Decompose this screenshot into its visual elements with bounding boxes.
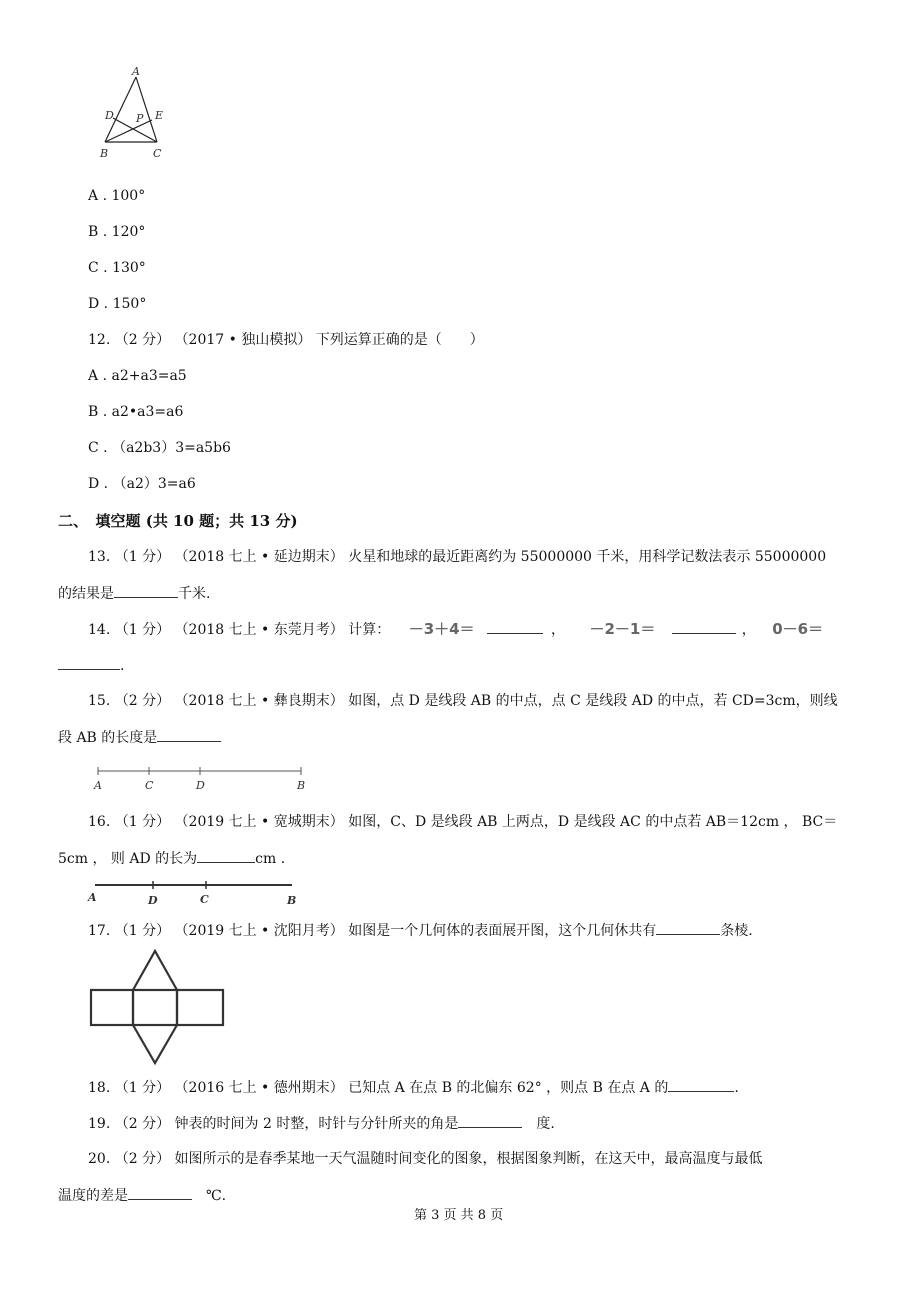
q17-line-1: 17. （1 分） （2019 七上 • 沈阳月考） 如图是一个几何体的表面展开图，这个几何休共有 条棱. (88, 920, 753, 941)
q11-triangle-figure (96, 64, 176, 164)
seg15-label-d: D (196, 779, 205, 792)
seg15-label-b: B (297, 779, 306, 792)
q12-option-d: D . （a2）3=a6 (88, 476, 196, 492)
q14-line-1: 14. （1 分） （2018 七上 • 东莞月考） 计算： －3＋4＝ ， －2－1＝ ， 0－6＝ (88, 620, 824, 638)
q17-net-figure (88, 946, 228, 1070)
q17-answer-blank[interactable] (656, 920, 720, 935)
q14-blank-3[interactable] (58, 655, 120, 670)
q14-blank-1[interactable] (487, 619, 543, 634)
label-a: A (132, 65, 140, 78)
label-d: D (105, 109, 114, 122)
q13-line-2: 的结果是 千米. (58, 583, 210, 604)
seg15-label-c: C (145, 779, 154, 792)
seg16-label-b: B (287, 894, 297, 907)
q14-expr-1: －3＋4＝ (408, 620, 475, 638)
q12-option-a: A . a2+a3=a5 (88, 368, 187, 384)
q11-option-a: A . 100° (88, 188, 146, 204)
q14-expr-2: －2－1＝ (589, 620, 656, 638)
q18-answer-blank[interactable] (668, 1077, 734, 1092)
seg16-label-c: C (200, 893, 209, 906)
q15-line-2: 段 AB 的长度是 (58, 727, 221, 748)
q11-option-c: C . 130° (88, 260, 146, 276)
q13-line-1: 13. （1 分） （2018 七上 • 延边期末） 火星和地球的最近距离约为 55000000 千米，用科学记数法表示 55000000 (88, 549, 827, 565)
q12-stem: 12. （2 分） （2017 • 独山模拟） 下列运算正确的是（ ） (88, 332, 484, 348)
q16-answer-blank[interactable] (197, 848, 255, 863)
q12-option-c: C . （a2b3）3=a5b6 (88, 440, 231, 456)
q14-line-2: . (58, 655, 124, 676)
q11-option-b: B . 120° (88, 224, 146, 240)
q20-line-1: 20. （2 分） 如图所示的是春季某地一天气温随时间变化的图象，根据图象判断，在这天中，最高温度与最低 (88, 1151, 763, 1167)
q13-answer-blank[interactable] (114, 583, 178, 598)
label-p: P (136, 112, 144, 125)
q18-line-1: 18. （1 分） （2016 七上 • 德州期末） 已知点 A 在点 B 的北偏东 62° ，则点 B 在点 A 的 . (88, 1077, 739, 1098)
section-2-heading: 二、 填空题 (共 10 题；共 13 分) (58, 512, 298, 530)
q16-segment-figure (86, 876, 306, 910)
q11-option-d: D . 150° (88, 296, 147, 312)
q16-line-1: 16. （1 分） （2019 七上 • 宽城期末） 如图，C、D 是线段 AB 上两点，D 是线段 AC 的中点若 AB＝12cm ， BC＝ (88, 814, 838, 830)
page-footer: 第 3 页 共 8 页 (414, 1208, 504, 1223)
q14-blank-2[interactable] (672, 619, 736, 634)
q19-answer-blank[interactable] (458, 1113, 522, 1128)
label-b: B (100, 147, 109, 160)
seg15-label-a: A (94, 779, 102, 792)
q19-line-1: 19. （2 分） 钟表的时间为 2 时整，时针与分针所夹的角是 度. (88, 1113, 555, 1134)
q16-line-2: 5cm ， 则 AD 的长为 cm . (58, 848, 285, 869)
q12-option-b: B . a2•a3=a6 (88, 404, 184, 420)
seg16-label-d: D (148, 894, 158, 907)
q20-answer-blank[interactable] (128, 1185, 192, 1200)
label-e: E (155, 109, 164, 122)
q15-segment-figure (90, 760, 310, 794)
label-c: C (153, 147, 162, 160)
q15-answer-blank[interactable] (157, 727, 221, 742)
seg16-label-a: A (88, 891, 97, 904)
q14-expr-3: 0－6＝ (772, 620, 824, 638)
q20-line-2: 温度的差是 ℃. (58, 1185, 226, 1206)
q15-line-1: 15. （2 分） （2018 七上 • 彝良期末） 如图，点 D 是线段 AB 的中点，点 C 是线段 AD 的中点，若 CD=3cm，则线 (88, 693, 838, 709)
